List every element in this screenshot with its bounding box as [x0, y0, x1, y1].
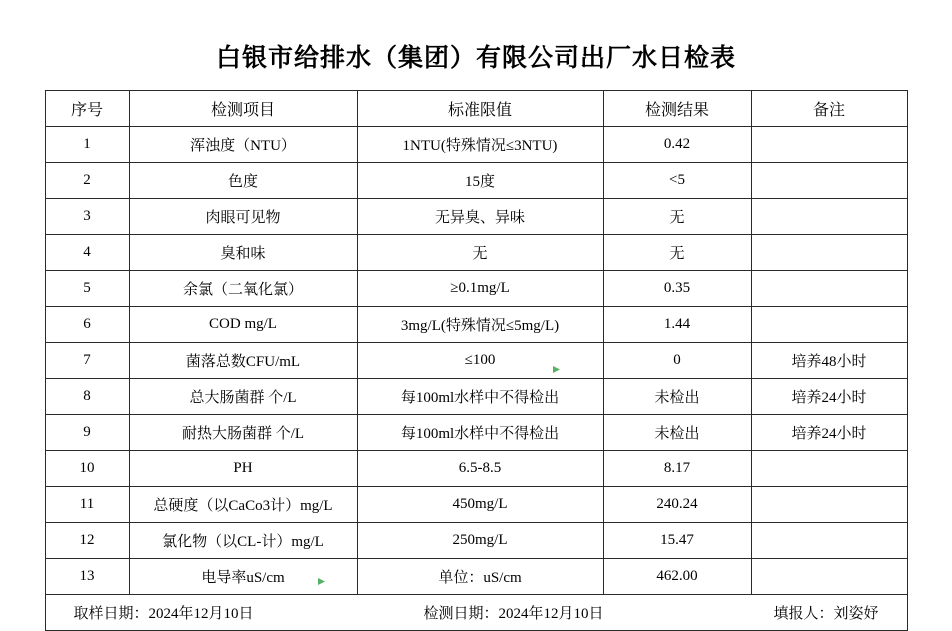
cell-standard: 无 [357, 235, 603, 271]
cell-item: 电导率uS/cm [129, 559, 357, 595]
cell-item: 余氯（二氧化氯） [129, 271, 357, 307]
cell-note [751, 487, 907, 523]
cell-no: 1 [45, 127, 129, 163]
cell-note: 培养24小时 [751, 379, 907, 415]
cell-note [751, 163, 907, 199]
reporter-name: 填报人：刘姿妤 [773, 606, 879, 622]
table-row [45, 127, 907, 163]
cell-note [751, 199, 907, 235]
cell-no: 11 [45, 487, 129, 523]
table-row [45, 415, 907, 451]
table-row [45, 163, 907, 199]
header-cell-result: 检测结果 [603, 91, 751, 127]
cell-result: 无 [603, 199, 751, 235]
cell-note [751, 451, 907, 487]
cell-standard: 每100ml水样中不得检出 [357, 415, 603, 451]
cell-no: 12 [45, 523, 129, 559]
cell-no: 3 [45, 199, 129, 235]
table-row [45, 343, 907, 379]
cell-item: COD mg/L [129, 307, 357, 343]
page-title: 白银市给排水（集团）有限公司出厂水日检表 [215, 45, 736, 72]
header-cell-item: 检测项目 [129, 91, 357, 127]
cell-item: 总大肠菌群 个/L [129, 379, 357, 415]
header-cell-note: 备注 [751, 91, 907, 127]
header-cell-no: 序号 [45, 91, 129, 127]
cell-result: <5 [603, 163, 751, 199]
cell-result: 未检出 [603, 379, 751, 415]
cell-result: 15.47 [603, 523, 751, 559]
cell-note: 培养24小时 [751, 415, 907, 451]
cell-result: 8.17 [603, 451, 751, 487]
cell-standard: ≥0.1mg/L [357, 271, 603, 307]
table-row [45, 307, 907, 343]
cell-note [751, 235, 907, 271]
cell-standard: 450mg/L [357, 487, 603, 523]
table-row [45, 451, 907, 487]
cell-result: 462.00 [603, 559, 751, 595]
cell-standard: ≤100 [357, 343, 603, 379]
cell-result: 未检出 [603, 415, 751, 451]
table-row [45, 271, 907, 307]
cell-standard: 3mg/L(特殊情况≤5mg/L) [357, 307, 603, 343]
cell-note [751, 271, 907, 307]
cell-no: 4 [45, 235, 129, 271]
cell-item: 色度 [129, 163, 357, 199]
cell-item: 总硬度（以CaCo3计）mg/L [129, 487, 357, 523]
cell-no: 9 [45, 415, 129, 451]
cell-standard: 15度 [357, 163, 603, 199]
cell-note [751, 559, 907, 595]
cell-result: 240.24 [603, 487, 751, 523]
header-cell-standard: 标准限值 [357, 91, 603, 127]
cell-no: 7 [45, 343, 129, 379]
cell-item: 耐热大肠菌群 个/L [129, 415, 357, 451]
cell-result: 1.44 [603, 307, 751, 343]
cell-item: 臭和味 [129, 235, 357, 271]
table-footer-row [45, 595, 907, 631]
cell-item: 氯化物（以CL-计）mg/L [129, 523, 357, 559]
cell-no: 8 [45, 379, 129, 415]
table-row [45, 379, 907, 415]
cell-item: PH [129, 451, 357, 487]
cell-no: 13 [45, 559, 129, 595]
cell-note [751, 307, 907, 343]
table-row [45, 559, 907, 595]
cell-result: 0.42 [603, 127, 751, 163]
cell-no: 2 [45, 163, 129, 199]
table-header [45, 91, 907, 127]
water-quality-table [45, 90, 908, 631]
cell-note: 培养48小时 [751, 343, 907, 379]
cell-no: 6 [45, 307, 129, 343]
cell-item: 浑浊度（NTU） [129, 127, 357, 163]
footer-cell [45, 595, 907, 631]
cell-standard: 每100ml水样中不得检出 [357, 379, 603, 415]
cell-result: 0.35 [603, 271, 751, 307]
cell-note [751, 127, 907, 163]
sampling-date: 取样日期：2024年12月10日 [73, 606, 254, 622]
cell-result: 0 [603, 343, 751, 379]
cell-standard: 单位：uS/cm [357, 559, 603, 595]
table-row [45, 523, 907, 559]
cell-standard: 无异臭、异味 [357, 199, 603, 235]
cell-standard: 6.5-8.5 [357, 451, 603, 487]
cell-no: 10 [45, 451, 129, 487]
table-body [45, 127, 907, 631]
table-row [45, 487, 907, 523]
cell-standard: 250mg/L [357, 523, 603, 559]
cell-item: 菌落总数CFU/mL [129, 343, 357, 379]
cell-result: 无 [603, 235, 751, 271]
testing-date: 检测日期：2024年12月10日 [423, 606, 604, 622]
cell-no: 5 [45, 271, 129, 307]
cell-item: 肉眼可见物 [129, 199, 357, 235]
cell-note [751, 523, 907, 559]
table-header-row [45, 91, 907, 127]
table-row [45, 235, 907, 271]
cell-standard: 1NTU(特殊情况≤3NTU) [357, 127, 603, 163]
table-row [45, 199, 907, 235]
